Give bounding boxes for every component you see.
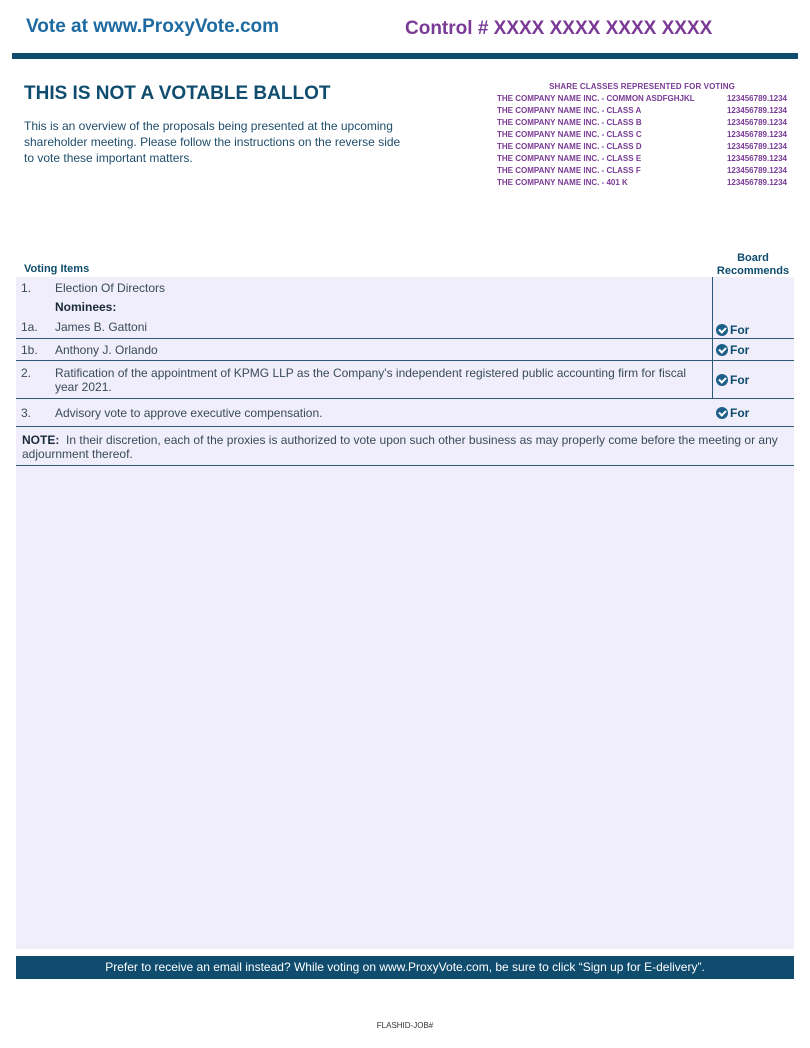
share-class-row xyxy=(497,141,787,153)
recommendation-label: For xyxy=(730,323,750,337)
header-divider xyxy=(12,53,798,59)
board-recommendation xyxy=(716,373,749,387)
voting-item-row xyxy=(16,361,794,399)
item-number: 1. xyxy=(21,281,32,295)
share-class-value: 123456789.1234 xyxy=(726,166,787,175)
check-circle-icon xyxy=(716,324,728,336)
item-text: Ratification of the appointment of KPMG LLP as the Company's independent registered public accounting firm for fiscal year 2021. xyxy=(55,366,687,394)
recommendation-label: For xyxy=(730,343,750,357)
item-number: 2. xyxy=(21,366,32,380)
share-class-row xyxy=(497,153,787,165)
share-class-name: THE COMPANY NAME INC. - CLASS A xyxy=(497,106,642,115)
voting-item-row xyxy=(16,399,794,427)
note-text xyxy=(22,433,790,461)
item-number: 1b. xyxy=(21,343,38,357)
flash-id: FLASHID-JOB# xyxy=(376,1021,434,1030)
check-circle-icon xyxy=(716,344,728,356)
nominees-label: Nominees: xyxy=(55,300,117,314)
item-text: Anthony J. Orlando xyxy=(55,343,158,357)
control-number: Control # XXXX XXXX XXXX XXXX xyxy=(405,18,713,39)
item-text: Advisory vote to approve executive compensation. xyxy=(55,406,323,420)
share-class-row xyxy=(497,165,787,177)
item-text: Election Of Directors xyxy=(55,281,166,295)
share-class-row xyxy=(497,93,787,105)
share-class-row xyxy=(497,117,787,129)
voting-item-row xyxy=(16,277,794,339)
board-label: Board xyxy=(737,252,769,264)
share-classes xyxy=(497,82,787,189)
share-class-value: 123456789.1234 xyxy=(726,106,787,115)
note-label: NOTE: xyxy=(22,433,60,447)
share-class-value: 123456789.1234 xyxy=(726,94,787,103)
share-class-value: 123456789.1234 xyxy=(726,130,787,139)
share-class-name: THE COMPANY NAME INC. - CLASS F xyxy=(497,166,641,175)
page-title: THIS IS NOT A VOTABLE BALLOT xyxy=(24,83,331,104)
board-recommendation xyxy=(716,323,749,337)
item-number: 1a. xyxy=(21,320,38,334)
share-class-name: THE COMPANY NAME INC. - COMMON ASDFGHJKL xyxy=(497,94,695,103)
share-class-row xyxy=(497,105,787,117)
board-recommendation xyxy=(716,406,749,420)
board-recommendation xyxy=(716,343,749,357)
board-recommends-header xyxy=(712,252,794,278)
recommends-label: Recommends xyxy=(716,265,790,277)
recommendation-label: For xyxy=(730,373,750,387)
voting-items-header: Voting Items xyxy=(24,263,90,275)
intro-text: This is an overview of the proposals being presented at the upcoming shareholder meeting. Please follow the instructions on the reverse side to vote these important matters. xyxy=(24,119,401,165)
recommendation-label: For xyxy=(730,406,750,420)
share-class-name: THE COMPANY NAME INC. - CLASS C xyxy=(497,130,642,139)
item-number: 3. xyxy=(21,406,32,420)
check-circle-icon xyxy=(716,407,728,419)
share-classes-title: SHARE CLASSES REPRESENTED FOR VOTING xyxy=(549,82,735,91)
share-class-value: 123456789.1234 xyxy=(726,118,787,127)
share-class-name: THE COMPANY NAME INC. - CLASS B xyxy=(497,118,642,127)
check-circle-icon xyxy=(716,374,728,386)
edelivery-banner: Prefer to receive an email instead? While voting on www.ProxyVote.com, be sure to click “Sign up for E-delivery”. xyxy=(16,956,794,979)
share-class-name: THE COMPANY NAME INC. - 401 K xyxy=(497,178,628,187)
item-text: James B. Gattoni xyxy=(55,320,148,334)
proxyvote-url: Vote at www.ProxyVote.com xyxy=(26,16,280,37)
share-class-value: 123456789.1234 xyxy=(726,178,787,187)
share-class-row xyxy=(497,129,787,141)
share-class-name: THE COMPANY NAME INC. - CLASS D xyxy=(497,142,642,151)
share-class-name: THE COMPANY NAME INC. - CLASS E xyxy=(497,154,642,163)
voting-item-row xyxy=(16,339,794,361)
share-class-row xyxy=(497,177,787,189)
note-body: In their discretion, each of the proxies is authorized to vote upon such other business as may properly come before the meeting or any adjournment thereof. xyxy=(22,433,778,461)
share-class-value: 123456789.1234 xyxy=(726,142,787,151)
share-class-value: 123456789.1234 xyxy=(726,154,787,163)
